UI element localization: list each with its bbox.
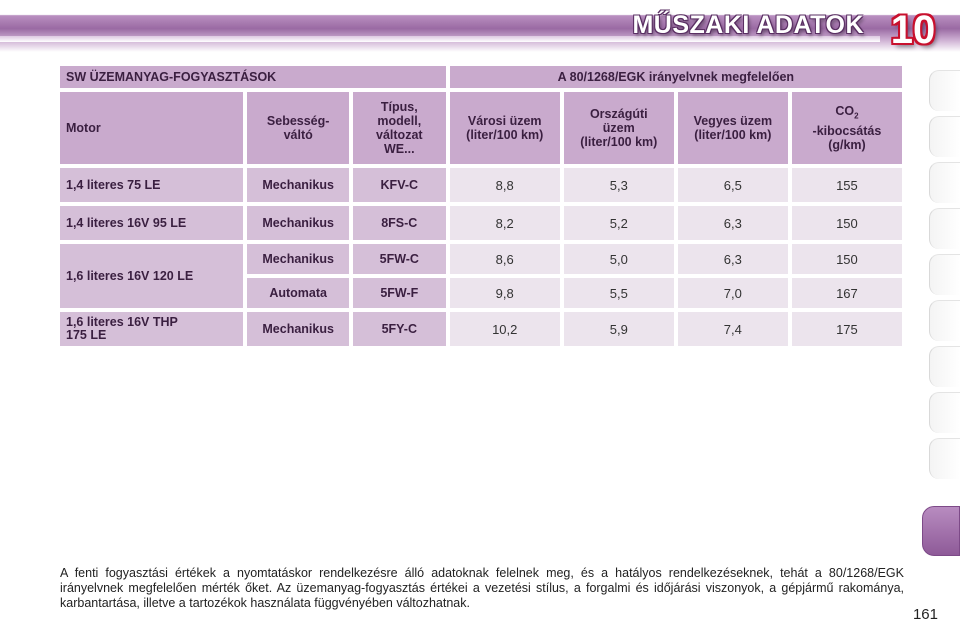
cell-combined: 7,4 (678, 312, 788, 346)
cell-extra-urban: 5,3 (564, 168, 674, 202)
column-header-urban: Városi üzem (liter/100 km) (450, 92, 560, 164)
page-title: MŰSZAKI ADATOK (632, 11, 864, 39)
chapter-tab-1[interactable] (929, 70, 960, 111)
cell-co2: 175 (792, 312, 902, 346)
chapter-tab-3[interactable] (929, 162, 960, 203)
cell-urban: 8,6 (450, 244, 560, 274)
page-number: 161 (912, 606, 938, 623)
chapter-number-badge: 10 (890, 8, 936, 52)
cell-urban: 8,8 (450, 168, 560, 202)
chapter-tab-2[interactable] (929, 116, 960, 157)
cell-type: 5FY-C (353, 312, 446, 346)
cell-motor: 1,4 literes 75 LE (60, 168, 243, 202)
cell-urban: 9,8 (450, 278, 560, 308)
table-row (60, 312, 902, 346)
cell-combined: 6,3 (678, 244, 788, 274)
cell-motor: 1,4 literes 16V 95 LE (60, 206, 243, 240)
chapter-tab-7[interactable] (929, 346, 960, 387)
cell-combined: 7,0 (678, 278, 788, 308)
fuel-consumption-table (56, 62, 906, 350)
cell-co2: 167 (792, 278, 902, 308)
cell-gearbox: Mechanikus (247, 206, 348, 240)
co2-subscript: 2 (854, 111, 859, 121)
chapter-tab-10-active[interactable] (922, 506, 960, 556)
cell-combined: 6,3 (678, 206, 788, 240)
cell-type: 5FW-F (353, 278, 446, 308)
cell-co2: 155 (792, 168, 902, 202)
footnote-paragraph: A fenti fogyasztási értékek a nyomtatáskor rendelkezésre álló adatoknak felelnek meg, és a hatályos rendelkezéseknek, tehát a 80/1268/EGK irányelvnek megfelelően mérték őket. Az üzemanyag-fogyasztás értékei a vezetési stílus, a forgalmi és időjárási viszonyok, a gépjármű rakománya, karbantartása, illetve a tartozékok használata függvényében változhatnak. (60, 566, 904, 610)
column-header-type: Típus, modell, változat WE... (353, 92, 446, 164)
cell-extra-urban: 5,9 (564, 312, 674, 346)
chapter-tab-5[interactable] (929, 254, 960, 295)
cell-combined: 6,5 (678, 168, 788, 202)
co2-rest: -kibocsátás (g/km) (812, 123, 882, 152)
co2-prefix: CO (835, 104, 855, 119)
column-header-combined: Vegyes üzem (liter/100 km) (678, 92, 788, 164)
table-row (60, 206, 902, 240)
cell-extra-urban: 5,5 (564, 278, 674, 308)
column-header-co2 (792, 92, 902, 164)
cell-urban: 10,2 (450, 312, 560, 346)
cell-gearbox: Mechanikus (247, 168, 348, 202)
cell-gearbox: Mechanikus (247, 244, 348, 274)
table-row (60, 244, 902, 274)
chapter-tab-6[interactable] (929, 300, 960, 341)
cell-co2: 150 (792, 244, 902, 274)
cell-extra-urban: 5,2 (564, 206, 674, 240)
table-title-right: A 80/1268/EGK irányelvnek megfelelően (450, 66, 902, 88)
chapter-tabs (930, 70, 960, 540)
column-header-gearbox: Sebesség- váltó (247, 92, 348, 164)
cell-motor: 1,6 literes 16V THP 175 LE (60, 312, 243, 346)
cell-urban: 8,2 (450, 206, 560, 240)
chapter-tab-4[interactable] (929, 208, 960, 249)
chapter-tab-9[interactable] (929, 438, 960, 479)
table-title-left: SW ÜZEMANYAG-FOGYASZTÁSOK (60, 66, 446, 88)
cell-co2: 150 (792, 206, 902, 240)
chapter-tab-8[interactable] (929, 392, 960, 433)
cell-type: 8FS-C (353, 206, 446, 240)
cell-motor: 1,6 literes 16V 120 LE (60, 244, 243, 308)
cell-gearbox: Automata (247, 278, 348, 308)
cell-extra-urban: 5,0 (564, 244, 674, 274)
cell-type: 5FW-C (353, 244, 446, 274)
cell-type: KFV-C (353, 168, 446, 202)
cell-gearbox: Mechanikus (247, 312, 348, 346)
table-row (60, 168, 902, 202)
column-header-extra-urban: Országúti üzem (liter/100 km) (564, 92, 674, 164)
column-header-motor: Motor (60, 92, 243, 164)
